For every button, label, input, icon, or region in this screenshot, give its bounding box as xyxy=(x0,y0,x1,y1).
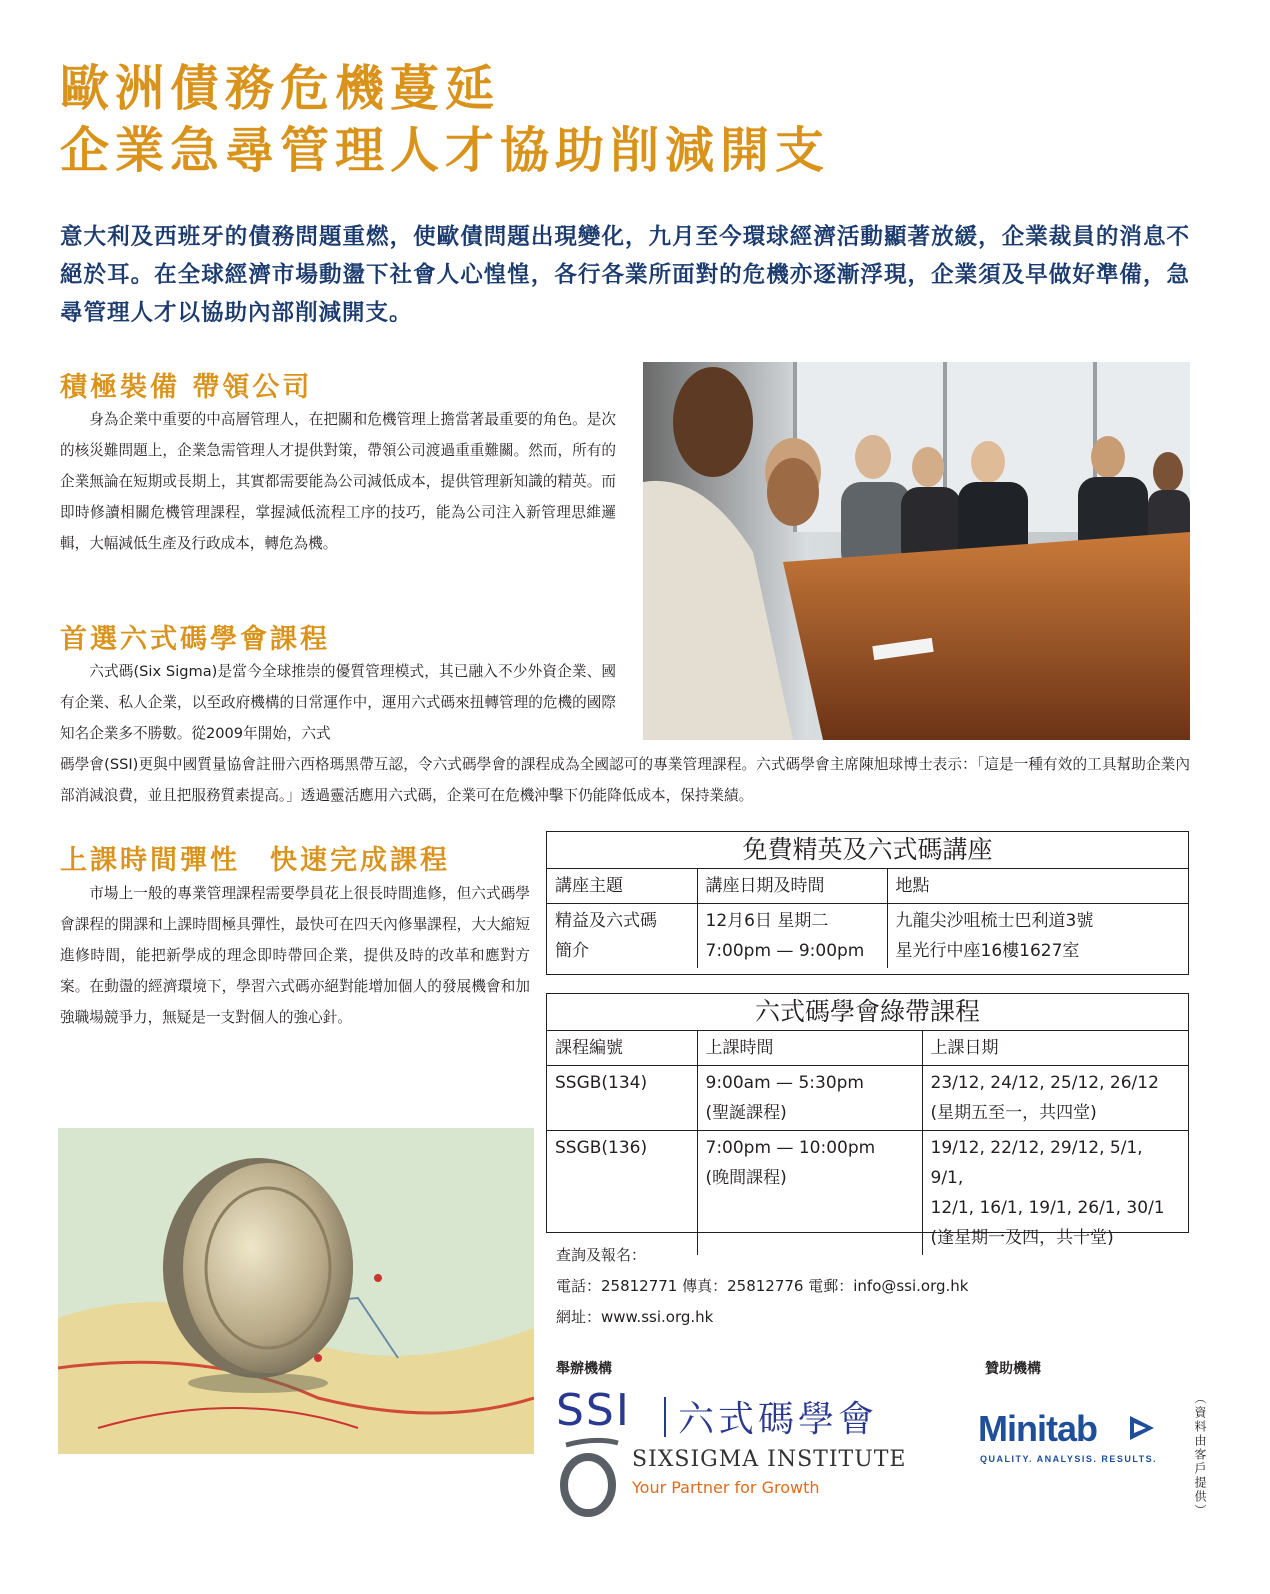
ssi-logo-english: SIXSIGMA INSTITUTE xyxy=(632,1447,907,1472)
lead-paragraph: 意大利及西班牙的債務問題重燃，使歐債問題出現變化，九月至今環球經濟活動顯著放緩，企業裁員的消息不絕於耳。在全球經濟市場動盪下社會人心惶惶，各行各業所面對的危機亦逐漸浮現，企業須及早做好準備，急尋管理人才以協助內部削減開支。 xyxy=(60,224,1190,326)
section2-body-wide: 碼學會(SSI)更與中國質量協會註冊六西格瑪黑帶互認，令六式碼學會的課程成為全國認可的專業管理課程。六式碼學會主席陳旭球博士表示：「這是一種有效的工具幫助企業內部消減浪費，並且把服務質素提高。」透過靈活應用六式碼，企業可在危機沖擊下仍能降低成本，保持業績。 xyxy=(60,756,1190,804)
section2-body-narrow: 六式碼(Six Sigma)是當今全球推崇的優質管理模式，其已融入不少外資企業、國有企業、私人企業，以至政府機構的日常運作中，運用六式碼來扭轉管理的危機的國際知名企業多不勝數。從2009年開始，六式 xyxy=(60,663,616,742)
seminar-datetime: 12月6日 星期二 7:00pm — 9:00pm xyxy=(697,904,887,969)
title-line-2: 企業急尋管理人才協助削減開支 xyxy=(60,122,831,179)
sigma-icon xyxy=(556,1437,626,1517)
section3-heading: 上課時間彈性 快速完成課程 xyxy=(60,845,450,876)
table-row xyxy=(547,1131,1188,1256)
seminar-table xyxy=(546,831,1189,975)
title-line-1: 歐洲債務危機蔓延 xyxy=(60,60,501,117)
course-title: 六式碼學會綠帶課程 xyxy=(547,994,1188,1031)
seminar-title: 免費精英及六式碼講座 xyxy=(547,832,1188,869)
course-header-dates: 上課日期 xyxy=(922,1031,1188,1066)
sponsor-label: 贊助機構 xyxy=(985,1361,1041,1377)
minitab-logo xyxy=(978,1408,1178,1478)
ssi-tagline: Your Partner for Growth xyxy=(632,1478,820,1497)
table-row xyxy=(547,1066,1188,1131)
seminar-header-venue: 地點 xyxy=(887,869,1188,904)
ssi-logo-chinese: 六式碼學會 xyxy=(678,1399,879,1440)
seminar-header-topic: 講座主題 xyxy=(547,869,697,904)
contact-heading: 查詢及報名： xyxy=(556,1246,647,1264)
minitab-tagline: QUALITY. ANALYSIS. RESULTS. xyxy=(980,1454,1158,1464)
page-title xyxy=(60,58,830,182)
organizer-label: 舉辦機構 xyxy=(556,1361,612,1377)
section1-body: 身為企業中重要的中高層管理人，在把關和危機管理上擔當著最重要的角色。是次的核災難問題上，企業急需管理人才提供對策，帶領公司渡過重重難關。然而，所有的企業無論在短期或長期上，其實都需要能為公司減低成本，提供管理新知識的精英。而即時修讀相關危機管理課程，掌握減低流程工序的技巧，能為公司注入新管理思維邏輯，大幅減低生產及行政成本，轉危為機。 xyxy=(60,411,616,552)
section3-body: 市場上一般的專業管理課程需要學員花上很長時間進修，但六式碼學會課程的開課和上課時間極具彈性，最快可在四天內修畢課程，大大縮短進修時間，能把新學成的理念即時帶回企業，提供及時的改革和應對方案。在動盪的經濟環境下，學習六式碼亦絕對能增加個人的發展機會和加強職場競爭力，無疑是一支對個人的強心針。 xyxy=(60,885,530,1026)
course-code: SSGB(134) xyxy=(547,1066,697,1131)
course-table xyxy=(546,993,1189,1248)
table-row xyxy=(547,904,1188,969)
course-header-code: 課程編號 xyxy=(547,1031,697,1066)
euro-coin-map-photo xyxy=(58,1128,534,1454)
minitab-wordmark: Minitab xyxy=(978,1408,1097,1449)
seminar-venue: 九龍尖沙咀梳士巴利道3號 星光行中座16樓1627室 xyxy=(895,911,1094,961)
section2-heading: 首選六式碼學會課程 xyxy=(60,624,330,655)
course-header-time: 上課時間 xyxy=(697,1031,922,1066)
meeting-photo xyxy=(643,362,1190,740)
section1-heading: 積極裝備 帶領公司 xyxy=(60,372,313,403)
seminar-topic: 精益及六式碼 簡介 xyxy=(547,904,697,969)
minitab-arrow-icon xyxy=(1128,1414,1156,1442)
ssi-logo-letters: SSI xyxy=(556,1385,631,1436)
course-header-row xyxy=(547,1031,1188,1066)
ssi-logo-divider xyxy=(664,1397,666,1437)
course-time: 7:00pm — 10:00pm (晚間課程) xyxy=(697,1131,922,1256)
seminar-header-row xyxy=(547,869,1188,904)
contact-block xyxy=(556,1240,969,1333)
course-dates: 19/12, 22/12, 29/12, 5/1, 9/1, 12/1, 16/1, 19/1, 26/1, 30/1 (逢星期一及四，共十堂) xyxy=(930,1138,1165,1248)
contact-website[interactable]: 網址：www.ssi.org.hk xyxy=(556,1308,714,1326)
ssi-logo xyxy=(556,1385,936,1515)
seminar-header-datetime: 講座日期及時間 xyxy=(697,869,887,904)
course-dates: 23/12, 24/12, 25/12, 26/12 (星期五至一，共四堂) xyxy=(922,1066,1188,1131)
course-time: 9:00am — 5:30pm (聖誕課程) xyxy=(697,1066,922,1131)
contact-phone-email[interactable]: 電話：25812771 傳真：25812776 電郵：info@ssi.org.hk xyxy=(556,1277,969,1295)
source-credit: （資料由客戶提供） xyxy=(1193,1392,1207,1518)
course-code: SSGB(136) xyxy=(547,1131,697,1256)
